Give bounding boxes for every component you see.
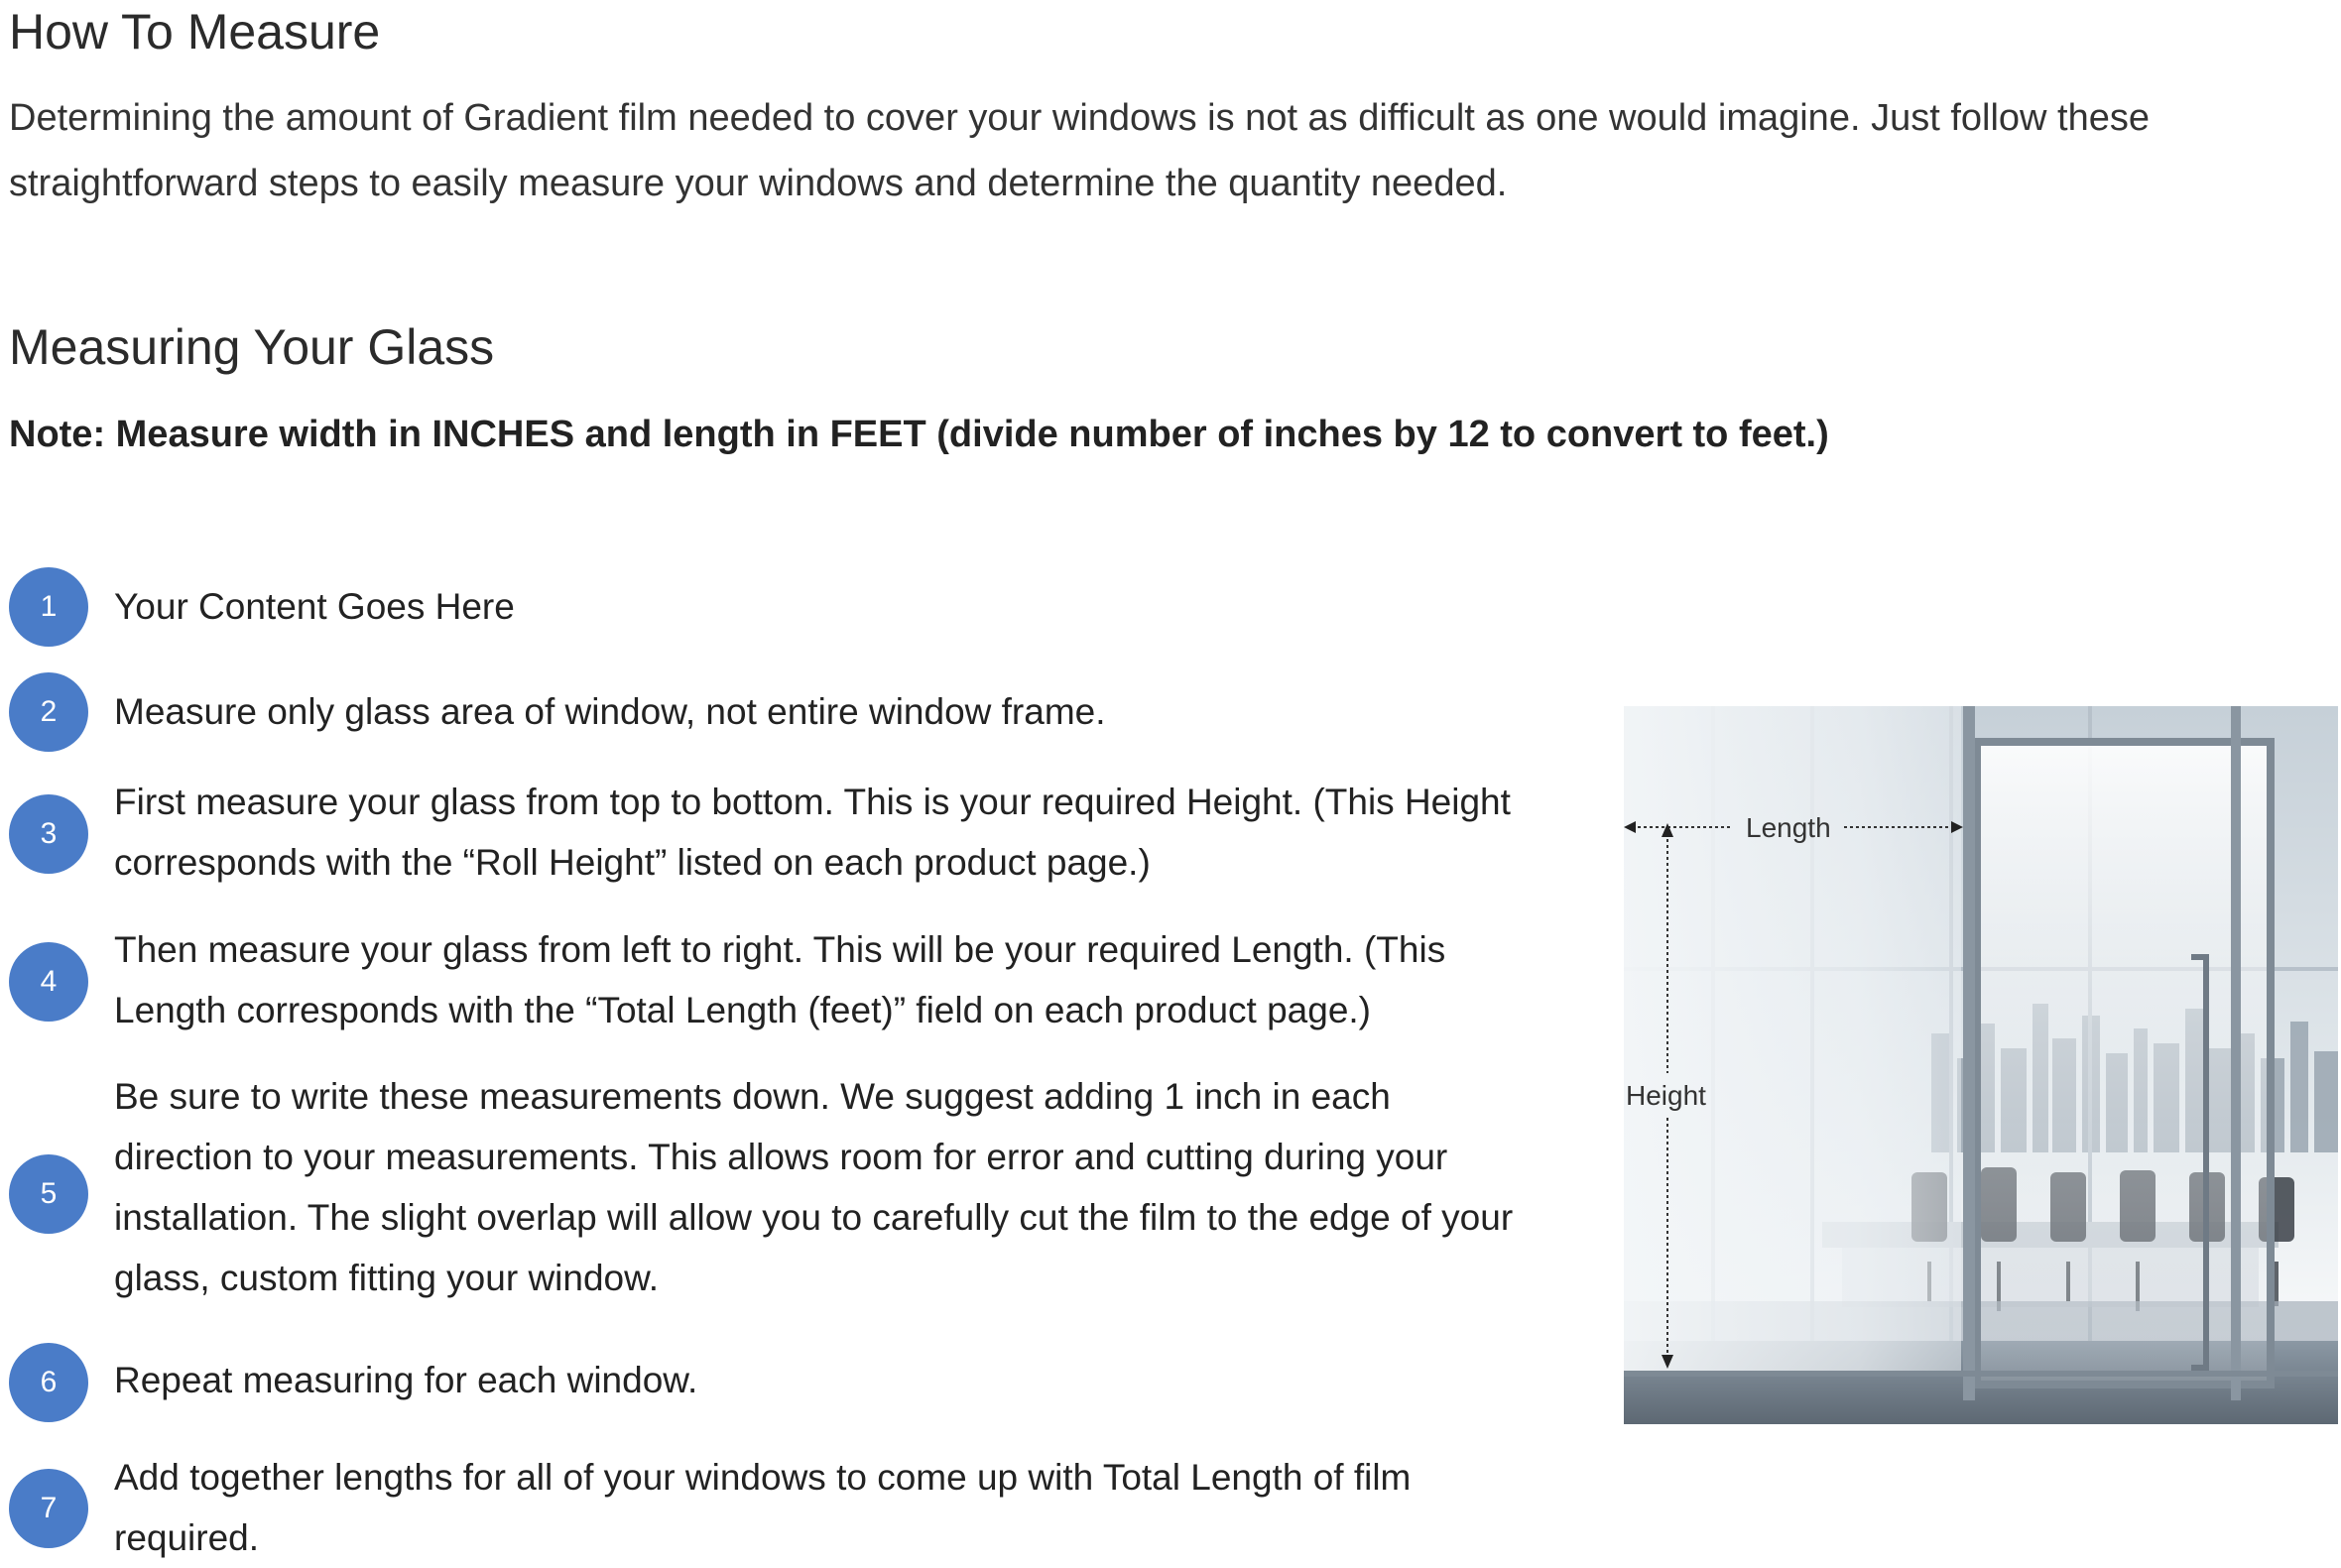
step-text: Then measure your glass from left to right. This will be your required Length. (This Length corresponds with the “Total Length (feet)” field on each product page.) [114,929,1446,1030]
glass-door-measurement-image [1624,706,2338,1424]
length-label: Length [1746,812,1831,843]
step-text: Your Content Goes Here [114,586,515,627]
step-number-badge: 5 [9,1154,88,1234]
step-item [9,1341,1517,1424]
step-text: Measure only glass area of window, not entire window frame. [114,691,1106,732]
step-item [9,1447,1517,1561]
step-number-badge: 2 [9,672,88,752]
step-text: Be sure to write these measurements down. We suggest adding 1 inch in each direction to your measurements. This allows room for error and cutting during your installation. The slight overlap will allow you to carefully cut the film to the edge of your glass, custom fitting your window. [114,1076,1514,1298]
step-number-badge: 7 [9,1469,88,1548]
section-title: Measuring Your Glass [9,319,495,375]
step-text: Add together lengths for all of your windows to come up with Total Length of film required. [114,1457,1412,1558]
step-number-badge: 6 [9,1343,88,1422]
step-number-badge: 3 [9,794,88,874]
step-item [9,919,1517,1048]
height-label: Height [1626,1080,1706,1111]
step-item [9,772,1517,901]
step-item [9,1066,1517,1314]
step-text: First measure your glass from top to bottom. This is your required Height. (This Height corresponds with the “Roll Height” listed on each product page.) [114,782,1511,883]
measurement-note: Note: Measure width in INCHES and length in FEET (divide number of inches by 12 to convert to feet.) [9,414,1829,455]
step-item [9,565,1517,649]
page-title: How To Measure [9,4,381,60]
step-item [9,670,1517,754]
step-number-badge: 4 [9,942,88,1022]
step-number-badge: 1 [9,567,88,647]
step-text: Repeat measuring for each window. [114,1360,698,1400]
intro-paragraph: Determining the amount of Gradient film needed to cover your windows is not as difficult as one would imagine. Just follow these straightforward steps to easily measure your windows and determine the quantity needed. [9,97,2150,204]
